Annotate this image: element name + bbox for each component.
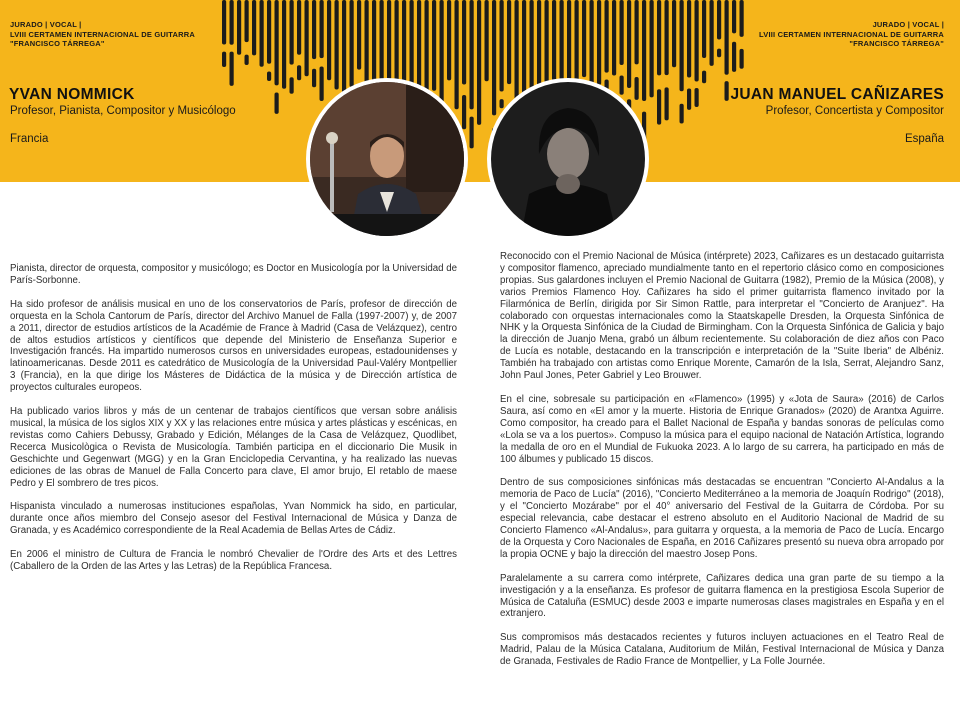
jury-country-right: España <box>904 133 944 145</box>
bio-paragraph: Reconocido con el Premio Nacional de Música (intérprete) 2023, Cañizares es un destacado guitarrista y compositor flamenco, apreciado mundialmente tanto en el repertorio clásico como en composiciones propias. Sus galardones incluyen el Premio Nacional de Guitarra (1982), Premio de la Música (2008), y varios Premios Flamenco Hoy. Cañizares ha sido el primer guitarrista flamenco invitado por la Filarmónica de Berlín, dirigida por Sir Simon Rattle, para interpretar el "Concierto de Aranjuez". Ha colaborado con orquestas internacionales como la Staatskapelle Dresden, la Orquesta Sinfónica de NHK y la Orquesta Sinfónica de la Ciudad de Birmingham. Con la Orquesta Sinfónica de Galicia y bajo la dirección de Juanjo Mena, grabó un álbum recientemente. Su colaboración de diez años con Paco de Lucía es notable, destacando en la transcripción e interpretación de la "Suite Iberia" de Albéniz. También ha trabajado con artistas como Enrique Morente, Camarón de la Isla, Serrat, Alejandro Sanz, John Paul Jones, Peter Gabriel y Leo Brouwer. <box>500 251 944 382</box>
bio-paragraph: Dentro de sus composiciones sinfónicas más destacadas se encuentran "Concierto Al-Andalus a la memoria de Paco de Lucía" (2016), "Concierto Mediterráneo a la memoria de Joaquín Rodrigo" (2018), y el "Concierto Mozárabe" por el 40° aniversario del Festival de la Guitarra de Córdoba. Por su especial relevancia, cabe destacar el estreno absoluto en el Auditorio Nacional de Madrid de su Concierto Flamenco «Al-Andalus», para guitarra y orquesta, a la memoria de Paco de Lucía. Encargo de la Orquesta y Coro Nacionales de España, en 2016 Cañizares presentó su nueva obra arropado por la propia OCNE y bajo la dirección del maestro Josep Pons. <box>500 477 944 560</box>
competition-subtitle: "FRANCISCO TÁRREGA" <box>849 39 944 48</box>
portrait-right <box>487 78 649 240</box>
jury-profession-right: Profesor, Concertista y Compositor <box>765 105 944 117</box>
bio-paragraph: Hispanista vinculado a numerosas instituciones españolas, Yvan Nommick ha sido, en particular, durante once años miembro del Consejo asesor del Festival Internacional de Música y Danza de Granada, y es Académico correspondiente de la Real Academia de Bellas Artes de Cádiz. <box>10 501 457 537</box>
portrait-left <box>306 78 468 240</box>
bio-paragraph: Pianista, director de orquesta, compositor y musicólogo; es Doctor en Musicología por la Universidad de París-Sorbonne. <box>10 263 457 286</box>
jury-country-left: Francia <box>10 133 49 145</box>
jury-name-left: YVAN NOMMICK <box>9 86 135 103</box>
jury-profession-left: Profesor, Pianista, Compositor y Musicólogo <box>10 105 236 117</box>
bio-right <box>500 251 944 680</box>
bio-paragraph: En el cine, sobresale su participación en «Flamenco» (1995) y «Jota de Saura» (2016) de Carlos Saura, así como en «El amor y la muerte. Historia de Enrique Granados» (2020) de Arantxa Aguirre. Como compositor, ha creado para el Ballet Nacional de España y bandas sonoras de películas como «Lola se va a los puertos». Compuso la música para el equipo nacional de Natación Artística, logrando la medalla de oro en el Mundial de Fukuoka 2023. A lo largo de su carrera, ha participado en más de 100 álbumes y publicado 15 discos. <box>500 393 944 465</box>
bio-paragraph: Ha sido profesor de análisis musical en uno de los conservatorios de París, profesor de dirección de orquesta en la Schola Cantorum de París, director del Archivo Manuel de Falla (1997-2007) y, de 2007 a 2011, director de estudios artísticos de la Académie de France à Madrid (Casa de Velázquez), centro de altos estudios artísticos y científicos que depende del Ministerio de Enseñanza Superior e Investigación francés. Ha impartido numerosos cursos en universidades europeas, estadounidenses y latinoamericanas. Desde 2011 es catedrático de Musicología de la Universidad Paul-Valéry Montpellier 3 (Francia), en la que dirige los Másteres de Didáctica de la música y de Dirección artística de proyectos culturales europeos. <box>10 298 457 394</box>
bio-paragraph: En 2006 el ministro de Cultura de Francia le nombró Chevalier de l'Ordre des Arts et des Lettres (Caballero de la Orden de las Artes y las Letras) de la República Francesa. <box>10 549 457 573</box>
bio-paragraph: Ha publicado varios libros y más de un centenar de trabajos científicos que versan sobre análisis musical, la música de los siglos XIX y XX y las relaciones entre música y artes plásticas y escénicas, en revistas como Cahiers Debussy, Grabado y Edición, Mélanges de la Casa de Velázquez, Quodlibet, Recerca Musicològica o Revista de Musicología. También participa en el diccionario Die Musik in Geschichte und Gegenwart (MGG) y en la Gran Enciclopedia Cervantina, y ha realizado las nuevas ediciones de las obras de Manuel de Falla Concerto para clave, El amor brujo, El retablo de maese Pedro y El sombrero de tres picos. <box>10 406 457 489</box>
bio-left <box>10 263 457 585</box>
jury-role-label: JURADO | VOCAL | <box>10 20 82 29</box>
competition-subtitle: "FRANCISCO TÁRREGA" <box>10 39 105 48</box>
portrait-left-image <box>310 82 464 236</box>
competition-name: LVIII CERTAMEN INTERNACIONAL DE GUITARRA <box>759 29 944 39</box>
jury-role-label: JURADO | VOCAL | <box>872 20 944 29</box>
portrait-right-image <box>491 82 645 236</box>
competition-name: LVIII CERTAMEN INTERNACIONAL DE GUITARRA <box>10 29 195 39</box>
header-banner <box>0 0 960 182</box>
jury-name-right: JUAN MANUEL CAÑIZARES <box>730 86 944 103</box>
jury-meta-right <box>759 20 944 49</box>
bio-paragraph: Paralelamente a su carrera como intérprete, Cañizares dedica una gran parte de su tiempo a la investigación y a la enseñanza. Es profesor de guitarra flamenca en la prestigiosa Escola Superior de Música de Cataluña (ESMUC) desde 2003 e imparte numerosas clases magistrales en España y en el extranjero. <box>500 572 944 620</box>
bio-paragraph: Sus compromisos más destacados recientes y futuros incluyen actuaciones en el Teatro Real de Madrid, Palau de la Música Catalana, Auditorium de Milán, Festival Internacional de Música y Danza de Granada, Festivales de Radio France de Montpellier, y La Folle Journée. <box>500 632 944 668</box>
jury-meta-left <box>10 20 195 49</box>
